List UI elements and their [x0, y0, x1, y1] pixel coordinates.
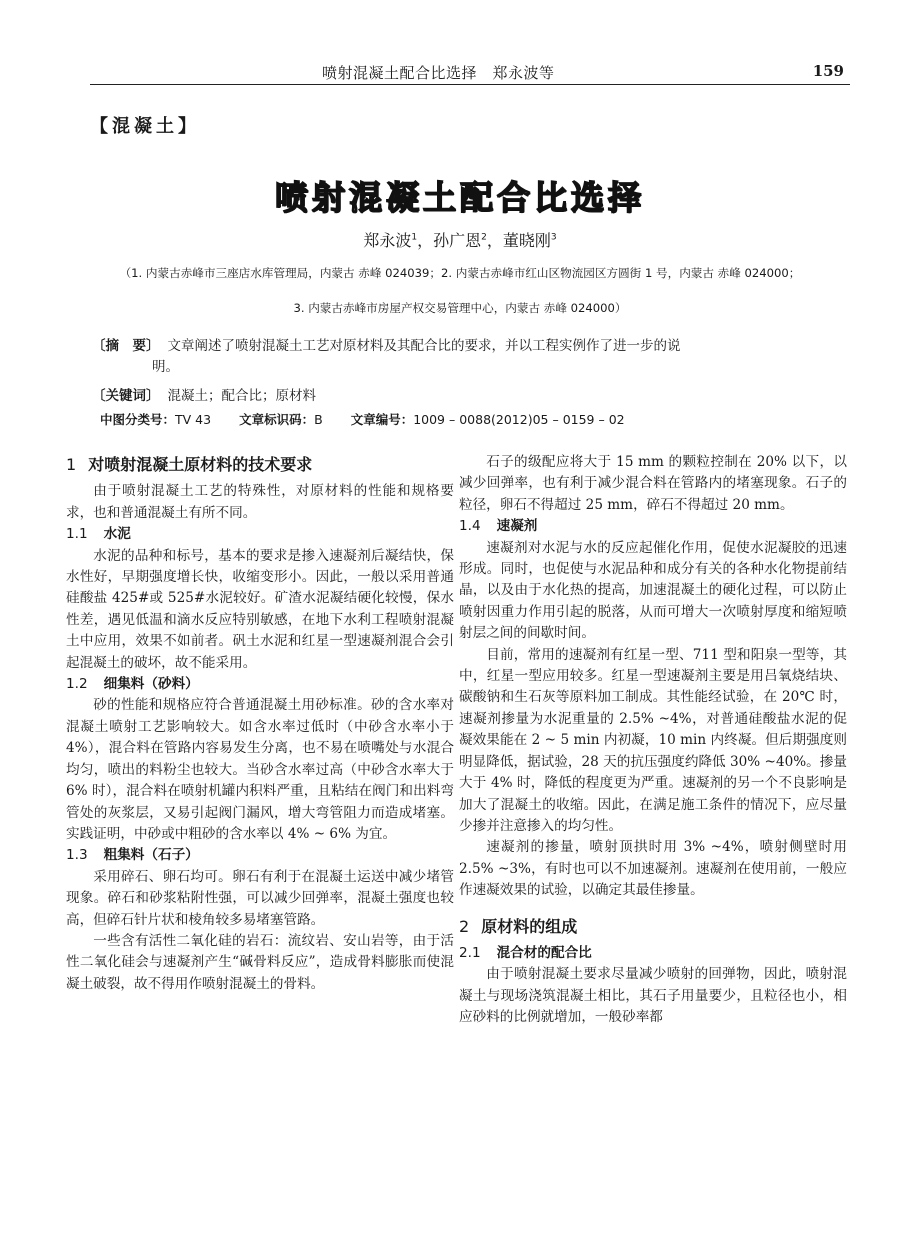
abstract-label: 〔摘 要〕	[92, 338, 160, 354]
paragraph: 石子的级配应将大于 15 mm 的颗粒控制在 20% 以下，以减少回弹率，也有利于减少混合料在管路内的堵塞现象。石子的粒径，卵石不得超过 25 mm，碎石不得超过 20 mm。	[459, 454, 847, 513]
subsection-number: 1.4	[459, 518, 481, 535]
subsection-number: 2.1	[459, 944, 481, 961]
right-column	[459, 452, 847, 1029]
section-number: 1	[66, 455, 77, 474]
classification-line	[100, 410, 625, 428]
article-title: 喷射混凝土配合比选择	[275, 178, 645, 217]
affiliation-line: 3. 内蒙古赤峰市房屋产权交易管理中心，内蒙古 赤峰 024000）	[293, 301, 627, 315]
affiliation-line: （1. 内蒙古赤峰市三座店水库管理局，内蒙古 赤峰 024039；2. 内蒙古赤峰市红山区物流园区方圆街 1 号，内蒙古 赤峰 024000；	[119, 266, 801, 280]
paragraph: 由于喷射混凝土要求尽量减少喷射的回弹物，因此，喷射混凝土与现场浇筑混凝土相比，其石子用量要少，且粒径也小，相应砂料的比例就增加，一般砂率都	[459, 966, 847, 1026]
section-number: 2	[459, 916, 470, 936]
paragraph: 目前，常用的速凝剂有红星一型、711 型和阳泉一型等，其中，红星一型应用较多。红星一型速凝剂主要是用吕氧烧结块、碳酸钠和生石灰等原料加工制成。其性能经试验，在 20℃ 时，速凝剂掺量为水泥重量的 2.5% ~4%，对普通硅酸盐水泥的促凝效果能在 2 ~ 5 min 内初凝，10 min 内终凝。但后期强度则明显降低，据试验，28 天的抗压强度约降低 30% ~40%。掺量大于 4% 时，降低的程度更为严重。速凝剂的另一个不良影响是加大了混凝土的收缩。因此，在满足施工条件的情况下，应尽量少掺并注意掺入的均匀性。	[459, 646, 847, 834]
paragraph: 水泥的品种和标号，基本的要求是掺入速凝剂后凝结快，保水性好，早期强度增长快，收缩变形小。因此，一般以采用普通硅酸盐 425#或 525#水泥较好。矿渣水泥凝结硬化较慢，保水性差，遇见低温和滴水反应特别敏感，在地下水利工程喷射混凝土中应用，效果不如前者。矾土水泥和红星一型速凝剂混合会引起混凝土的破坏，故不能采用。	[66, 547, 454, 671]
abstract	[92, 336, 816, 378]
subsection-title: 细集料（砂料）	[103, 676, 199, 693]
article-number-label: 文章编号：	[350, 412, 414, 427]
keywords-label: 〔关键词〕	[92, 388, 160, 404]
author-name: 董晓刚	[502, 231, 551, 250]
doc-code-value: B	[314, 412, 323, 427]
section-title: 原材料的组成	[481, 916, 578, 936]
left-column	[66, 452, 454, 995]
section-heading	[66, 454, 454, 475]
subsection-number: 1.3	[66, 847, 88, 864]
subsection-number: 1.1	[66, 526, 88, 543]
subsection-title: 粗集料（石子）	[103, 847, 199, 864]
paragraph: 速凝剂的掺量，喷射顶拱时用 3% ~4%，喷射侧壁时用 2.5% ~3%，有时也可以不加速凝剂。速凝剂在使用前，一般应作速凝效果的试验，以确定其最佳掺量。	[459, 839, 847, 899]
article-number-value: 1009 – 0088(2012)05 – 0159 – 02	[413, 412, 625, 427]
abstract-text: 文章阐述了喷射混凝土工艺对原材料及其配合比的要求，并以工程实例作了进一步的说	[167, 338, 681, 354]
paragraph: 速凝剂对水泥与水的反应起催化作用，促使水泥凝胶的迅速形成。同时，也促使与水泥品种和成分有关的各种水化物提前结晶，以及由于水化热的提高，加速混凝土的硬化过程，可以防止喷射因重力作用引起的脱落，从而可增大一次喷射厚度和缩短喷射层之间的间歇时间。	[459, 539, 847, 642]
author-affil-mark: 2	[481, 232, 487, 243]
page-number: 159	[812, 62, 844, 80]
section-title: 对喷射混凝土原材料的技术要求	[88, 455, 313, 474]
keywords	[92, 384, 316, 404]
section-tag: 【混凝土】	[90, 116, 200, 137]
paragraph: 采用碎石、卵石均可。卵石有利于在混凝土运送中减少堵管现象。碎石和砂浆粘附性强，可以减少回弹率，混凝土强度也较高，但碎石针片状和棱角较多易堵塞管路。	[66, 868, 454, 928]
section-heading	[459, 916, 847, 937]
subsection-title: 速凝剂	[496, 518, 538, 535]
keywords-text: 混凝土；配合比；原材料	[167, 388, 316, 404]
clc-value: TV 43	[175, 412, 212, 427]
subsection-heading	[66, 524, 454, 545]
paragraph: 一些含有活性二氧化硅的岩石：流纹岩、安山岩等，由于活性二氧化硅会与速凝剂产生“碱骨料反应”，造成骨料膨胀而使混凝土破裂，故不得用作喷射混凝土的骨料。	[66, 932, 454, 992]
subsection-heading	[459, 516, 847, 537]
subsection-heading	[459, 943, 847, 964]
paragraph: 由于喷射混凝土工艺的特殊性，对原材料的性能和规格要求，也和普通混凝土有所不同。	[66, 483, 454, 521]
doc-code-label: 文章标识码：	[239, 412, 315, 427]
clc-label: 中图分类号：	[100, 412, 176, 427]
subsection-title: 混合材的配合比	[496, 944, 592, 961]
subsection-number: 1.2	[66, 676, 88, 693]
running-header	[90, 58, 850, 85]
author-list: 郑永波$^1$，孙广恩$^2$，董晓刚$^3$	[363, 231, 557, 250]
paragraph: 砂的性能和规格应符合普通混凝土用砂标准。砂的含水率对混凝土喷射工艺影响较大。如含水率过低时（中砂含水率小于 4%），混合料在管路内容易发生分离，也不易在喷嘴处与水混合均匀，喷出的料粉尘也较大。当砂含水率过高（中砂含水率大于 6% 时），混合料在喷射机罐内积料严重，且粘结在阀门和出料弯管处的灰浆层，又易引起阀门漏风，增大弯管阻力而造成堵塞。实践证明，中砂或中粗砂的含水率以 4% ~ 6% 为宜。	[66, 697, 454, 842]
author-affil-mark: 1	[411, 232, 418, 243]
author-name: 郑永波	[363, 231, 412, 250]
author-affil-mark: 3	[550, 232, 557, 243]
subsection-heading	[66, 674, 454, 695]
author-name: 孙广恩	[433, 231, 482, 250]
running-title: 喷射混凝土配合比选择 郑永波等	[322, 64, 555, 82]
subsection-heading	[66, 845, 454, 866]
abstract-text: 明。	[152, 359, 179, 375]
subsection-title: 水泥	[103, 526, 131, 543]
